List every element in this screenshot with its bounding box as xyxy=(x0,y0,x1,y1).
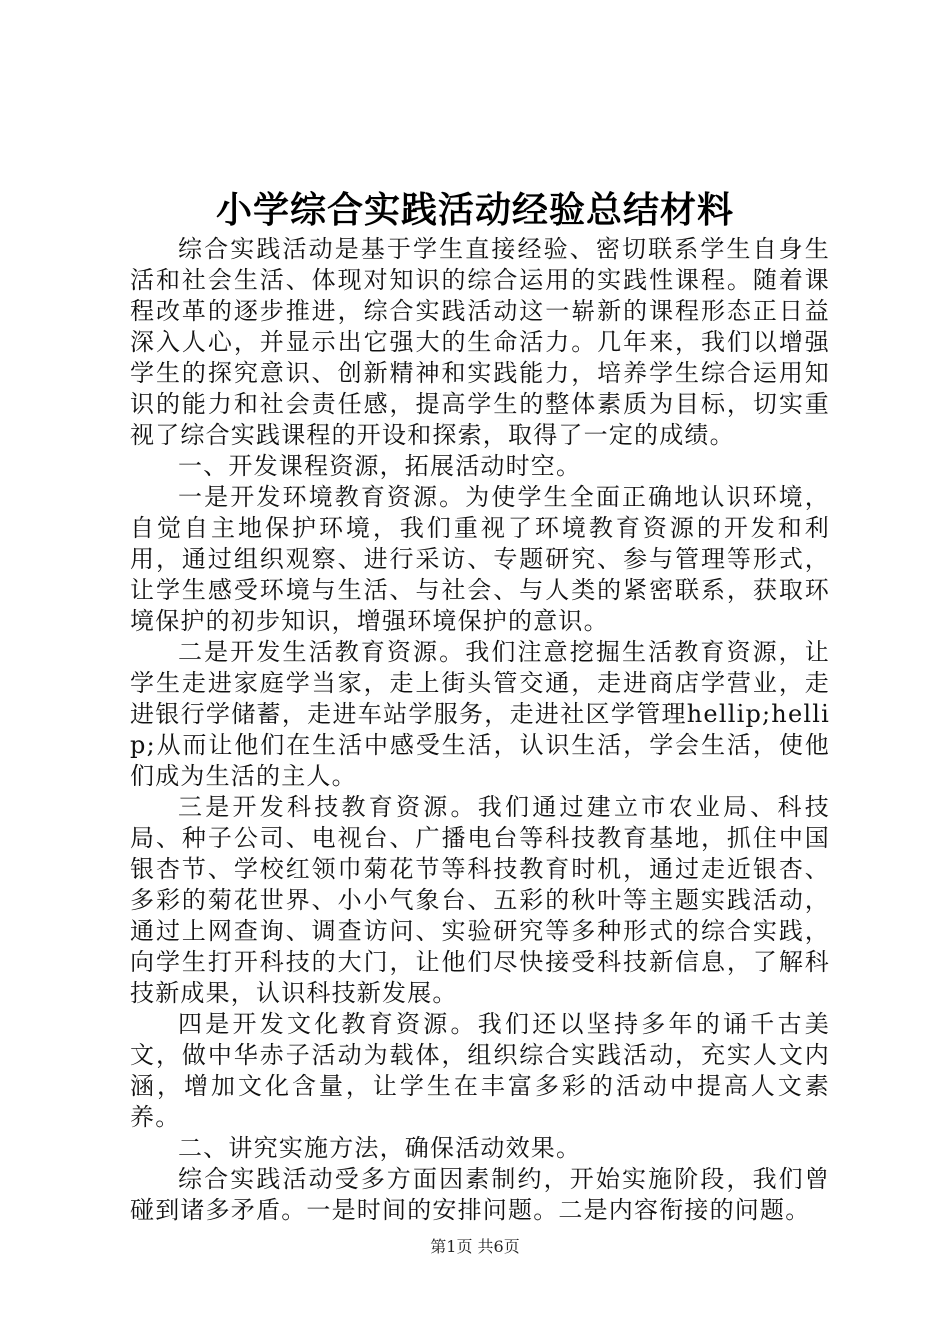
paragraph-intro: 综合实践活动是基于学生直接经验、密切联系学生自身生活和社会生活、体现对知识的综合运用的实践性课程。随着课程改革的逐步推进，综合实践活动这一崭新的课程形态正日益深入人心，并显示出它强大的生命活力。几年来，我们以增强学生的探究意识、创新精神和实践能力，培养学生综合运用知识的能力和社会责任感，提高学生的整体素质为目标，切实重视了综合实践课程的开设和探索，取得了一定的成绩。 xyxy=(130,235,830,449)
section-heading-1: 一、开发课程资源，拓展活动时空。 xyxy=(178,452,582,480)
page-number-footer: 第1页 共6页 xyxy=(430,1237,520,1256)
paragraph-implementation: 综合实践活动受多方面因素制约，开始实施阶段，我们曾碰到诸多矛盾。一是时间的安排问题。二是内容衔接的问题。 xyxy=(130,1165,830,1224)
document-title: 小学综合实践活动经验总结材料 xyxy=(215,189,734,231)
section-heading-2: 二、讲究实施方法，确保活动效果。 xyxy=(178,1134,582,1162)
paragraph-life: 二是开发生活教育资源。我们注意挖掘生活教育资源，让学生走进家庭学当家，走上街头管交通，走进商店学营业，走进银行学储蓄，走进车站学服务，走进社区学管理hellip;hellip;从而让他们在生活中感受生活，认识生活，学会生活，使他们成为生活的主人。 xyxy=(130,638,830,790)
paragraph-culture: 四是开发文化教育资源。我们还以坚持多年的诵千古美文，做中华赤子活动为载体，组织综合实践活动，充实人文内涵，增加文化含量，让学生在丰富多彩的活动中提高人文素养。 xyxy=(130,1010,830,1131)
paragraph-technology: 三是开发科技教育资源。我们通过建立市农业局、科技局、种子公司、电视台、广播电台等科技教育基地，抓住中国银杏节、学校红领巾菊花节等科技教育时机，通过走近银杏、多彩的菊花世界、小小气象台、五彩的秋叶等主题实践活动，通过上网查询、调查访问、实验研究等多种形式的综合实践，向学生打开科技的大门，让他们尽快接受科技新信息，了解科技新成果，认识科技新发展。 xyxy=(130,793,830,1007)
paragraph-environment: 一是开发环境教育资源。为使学生全面正确地认识环境，自觉自主地保护环境，我们重视了环境教育资源的开发和利用，通过组织观察、进行采访、专题研究、参与管理等形式，让学生感受环境与生活、与社会、与人类的紧密联系，获取环境保护的初步知识，增强环境保护的意识。 xyxy=(130,483,830,635)
document-body xyxy=(130,234,830,1226)
